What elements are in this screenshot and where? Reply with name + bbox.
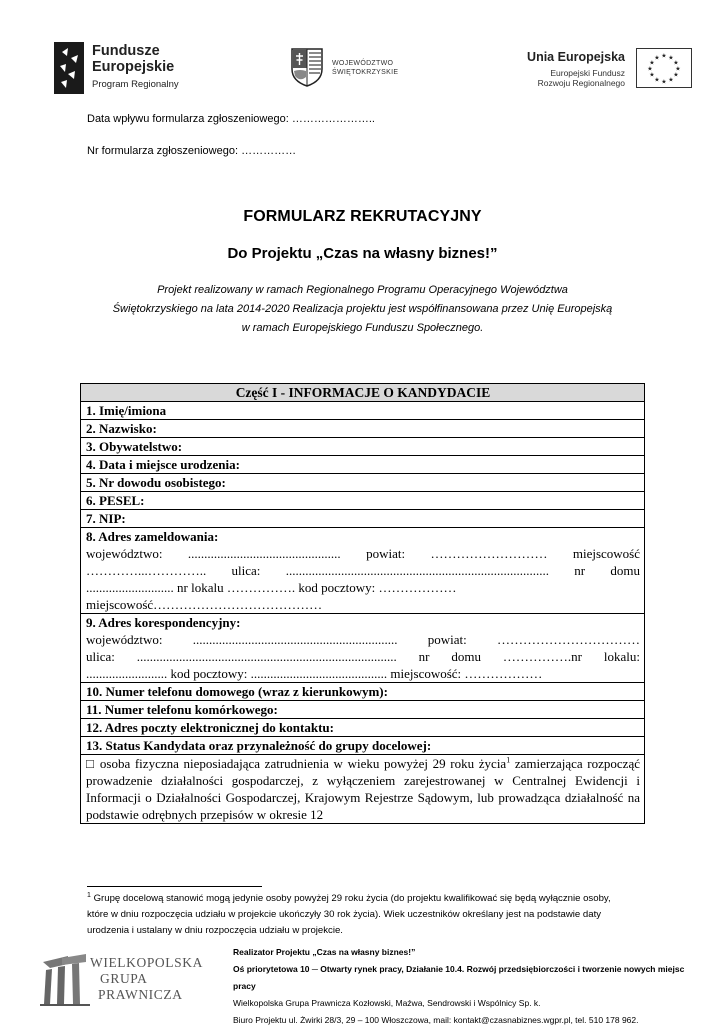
form-row-home-phone[interactable] [81, 683, 645, 701]
footer-line4: Biuro Projektu ul. Żwirki 28/3, 29 – 100 Włoszczowa, mail: kontakt@czasnabiznes.wgpr.pl, tel. 510 178 962. [233, 1015, 639, 1025]
fundusze-europejskie-mark-icon [54, 42, 84, 94]
region-logo-line2: ŚWIĘTOKRZYSKIE [332, 69, 399, 76]
svg-text:★: ★ [673, 59, 679, 67]
footnote-divider [87, 886, 262, 887]
field-label-citizenship: 3. Obywatelstwo: [86, 439, 183, 454]
form-row-citizenship[interactable] [81, 438, 645, 456]
correspondence-line2: ulica: ................................................................................ nr domu …………….nr lokalu: [86, 649, 640, 664]
description-line3: w ramach Europejskiego Funduszu Społecznego. [241, 322, 484, 334]
form-row-mobile-phone[interactable] [81, 701, 645, 719]
svg-text:★: ★ [673, 71, 679, 79]
svg-text:★: ★ [649, 59, 655, 67]
form-row-correspondence-address[interactable] [81, 614, 645, 683]
eu-flag-icon [636, 48, 692, 88]
fe-logo-line3: Program Regionalny [92, 79, 179, 90]
status-checkbox[interactable]: □ [86, 756, 96, 771]
field-label-nip: 7. NIP: [86, 511, 126, 526]
wgp-logo-line1: WIELKOPOLSKA [90, 955, 203, 970]
footer-line3: Wielkopolska Grupa Prawnicza Kozłowski, Maźwa, Sendrowski i Wspólnicy Sp. k. [233, 998, 541, 1008]
correspondence-line1: województwo: ............................................................... powiat: …………………………… [86, 632, 640, 647]
wgp-logo-line3: PRAWNICZA [98, 987, 183, 1002]
svg-text:★: ★ [654, 54, 660, 62]
wielkopolska-grupa-prawnicza-logo [40, 952, 210, 1006]
eu-logo-line2: Europejski Fundusz [550, 68, 625, 78]
wgp-logo-line2: GRUPA [100, 971, 148, 986]
svg-text:★: ★ [661, 52, 667, 60]
field-label-home-phone: 10. Numer telefonu domowego (wraz z kierunkowym): [86, 684, 388, 699]
description-line1: Projekt realizowany w ramach Regionalnego Programu Operacyjnego Województwa [157, 284, 568, 296]
form-row-id-number[interactable] [81, 474, 645, 492]
field-label-pesel: 6. PESEL: [86, 493, 145, 508]
form-row-status-header [81, 737, 645, 755]
footnote-ref[interactable]: 1 [506, 755, 511, 765]
form-row-nip[interactable] [81, 510, 645, 528]
form-row-email[interactable] [81, 719, 645, 737]
page-footer [233, 944, 703, 1029]
address-line3: ........................... nr lokalu ……………. kod pocztowy: ……………… [86, 580, 457, 595]
unia-europejska-logo [505, 48, 700, 96]
svg-text:★: ★ [661, 78, 667, 86]
description-line2: Świętokrzyskiego na lata 2014-2020 Realizacja projektu jest współfinansowana przez Unię Europejską [112, 303, 613, 315]
fe-logo-line2: Europejskie [92, 59, 175, 75]
footer-line2: Oś priorytetowa 10 ─ Otwarty rynek pracy, Działanie 10.4. Rozwój przedsiębiorczości i tworzenie nowych miejsc pracy [233, 964, 685, 991]
correspondence-line3: ......................... kod pocztowy: .......................................... miejscowość: ……………… [86, 666, 543, 681]
crest-icon [290, 47, 324, 87]
address-line4: miejscowość………………………………… [86, 597, 323, 612]
fe-logo-line1: Fundusze [92, 43, 160, 59]
page-title: FORMULARZ REKRUTACYJNY [243, 208, 482, 225]
form-row-birth[interactable] [81, 456, 645, 474]
svg-text:★: ★ [668, 76, 674, 84]
address-line2: …………...………….. ulica: ................................................................................. nr domu [86, 563, 640, 578]
svg-text:★: ★ [647, 65, 653, 73]
form-row-pesel[interactable] [81, 492, 645, 510]
status-option[interactable] [81, 755, 645, 824]
field-label-id-number: 5. Nr dowodu osobistego: [86, 475, 226, 490]
footnote [87, 891, 632, 939]
eu-logo-line3: Rozwoju Regionalnego [537, 78, 625, 88]
field-label-registered-address: 8. Adres zameldowania: [86, 529, 219, 544]
status-text-b: zamierzająca rozpocząć prowadzenie działalności gospodarczej, z wyłączeniem zarejestrowanej w Centralnej Ewidencji i Informacji o Działalności Gospodarczej, Krajowym Rejestrze Sądowym, lub prowadząca działalność na podstawie odrębnych przepisów w okresie 12 [86, 756, 640, 822]
field-label-email: 12. Adres poczty elektronicznej do kontaktu: [86, 720, 334, 735]
candidate-form-table [80, 383, 645, 824]
svg-text:★: ★ [654, 76, 660, 84]
page-subtitle: Do Projektu „Czas na własny biznes!” [227, 245, 498, 262]
field-label-status: 13. Status Kandydata oraz przynależność do grupy docelowej: [86, 738, 432, 753]
project-description [70, 281, 655, 338]
section-header-row [81, 384, 645, 402]
address-line1: województwo: ............................................... powiat: ……………………… miejscowość [86, 546, 640, 561]
form-row-status-option[interactable] [81, 755, 645, 824]
form-row-registered-address[interactable] [81, 528, 645, 614]
footnote-mark: 1 [87, 891, 91, 899]
eu-logo-line1: Unia Europejska [527, 50, 625, 64]
svg-text:★: ★ [649, 71, 655, 79]
section-title: Część I - INFORMACJE O KANDYDACIE [81, 384, 645, 402]
field-label-birth: 4. Data i miejsce urodzenia: [86, 457, 240, 472]
footer-line1: Realizator Projektu „Czas na własny biznes!” [233, 947, 416, 957]
form-row-last-name[interactable] [81, 420, 645, 438]
form-number-line: Nr formularza zgłoszeniowego: …………… [87, 145, 297, 157]
intake-date-line: Data wpływu formularza zgłoszeniowego: ………………….. [87, 113, 375, 125]
field-label-first-name: 1. Imię/imiona [86, 403, 167, 418]
form-row-first-name[interactable] [81, 402, 645, 420]
region-logo-line1: WOJEWÓDZTWO [332, 60, 394, 67]
field-label-mobile-phone: 11. Numer telefonu komórkowego: [86, 702, 278, 717]
status-text-a: osoba fizyczna nieposiadająca zatrudnienia w wieku powyżej 29 roku życia [95, 756, 507, 771]
footnote-text: Grupę docelową stanowić mogą jedynie osoby powyżej 29 roku życia (do projektu kwalifikować się będą wyłącznie osoby, które w dniu rozpoczęcia udziału w projekcie ukończyły 30 rok życia). Wiek uczestników określany jest na podstawie daty urodzenia i ustalany w dniu rozpoczęcia udziału w projekcie. [87, 893, 611, 936]
svg-text:★: ★ [668, 54, 674, 62]
wojewodztwo-swietokrzyskie-logo [290, 47, 420, 89]
wgp-emblem-icon [40, 952, 92, 1006]
field-label-last-name: 2. Nazwisko: [86, 421, 157, 436]
fundusze-europejskie-logo [54, 42, 204, 94]
field-label-correspondence-address: 9. Adres korespondencyjny: [86, 615, 241, 630]
svg-text:★: ★ [675, 65, 681, 73]
